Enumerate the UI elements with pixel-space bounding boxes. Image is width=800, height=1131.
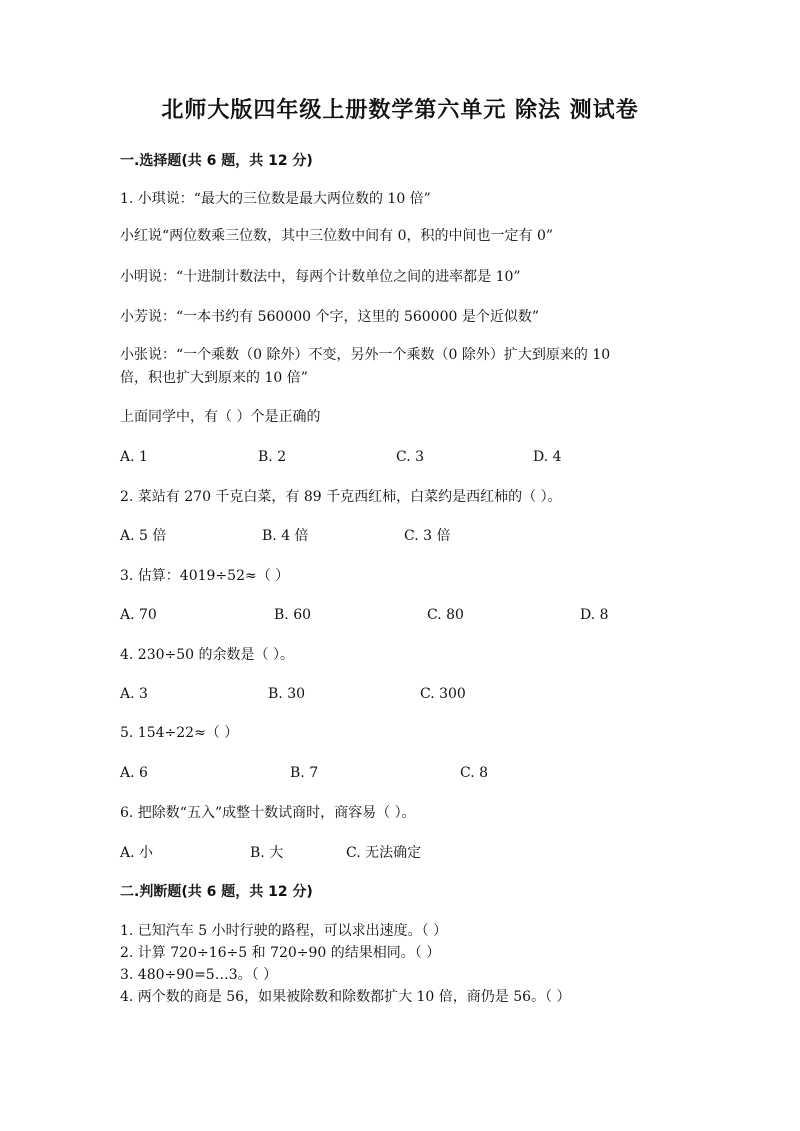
question-5-stem: 5. 154÷22≈（ ） <box>120 725 239 741</box>
question-2-option-c: C. 3 倍 <box>404 528 451 544</box>
question-1-option-d: D. 4 <box>533 449 562 465</box>
section-heading-judge: 二.判断题(共 6 题，共 12 分) <box>120 884 313 900</box>
question-2-option-a: A. 5 倍 <box>120 528 167 544</box>
question-3-option-d: D. 8 <box>580 607 609 623</box>
question-4-option-c: C. 300 <box>420 686 466 702</box>
question-1-statement-4: 小芳说：“一本书约有 560000 个字，这里的 560000 是个近似数” <box>120 309 540 325</box>
question-4-option-b: B. 30 <box>268 686 306 702</box>
question-2-option-b: B. 4 倍 <box>262 528 309 544</box>
question-1-statement-5a: 小张说：“一个乘数（0 除外）不变，另外一个乘数（0 除外）扩大到原来的 10 <box>120 347 611 363</box>
question-1-option-c: C. 3 <box>396 449 425 465</box>
question-5-option-b: B. 7 <box>290 765 319 781</box>
question-1-ask: 上面同学中，有（ ）个是正确的 <box>120 409 321 425</box>
question-3-stem: 3. 估算：4019÷52≈（ ） <box>120 568 290 584</box>
judge-item-3: 3. 480÷90=5…3。（ ） <box>120 967 278 983</box>
question-6-option-a: A. 小 <box>120 845 154 861</box>
judge-item-2: 2. 计算 720÷16÷5 和 720÷90 的结果相同。（ ） <box>120 945 441 961</box>
question-6-stem: 6. 把除数“五入”成整十数试商时，商容易（ ）。 <box>120 805 416 821</box>
question-1-statement-2: 小红说“两位数乘三位数，其中三位数中间有 0，积的中间也一定有 0” <box>120 228 554 244</box>
question-1-option-a: A. 1 <box>120 449 148 465</box>
question-5-option-a: A. 6 <box>120 765 148 781</box>
question-5-option-c: C. 8 <box>460 765 489 781</box>
question-3-option-c: C. 80 <box>427 607 464 623</box>
question-1-statement-5b: 倍，积也扩大到原来的 10 倍” <box>120 370 308 386</box>
question-6-option-b: B. 大 <box>250 845 284 861</box>
judge-item-1: 1. 已知汽车 5 小时行驶的路程，可以求出速度。（ ） <box>120 923 448 939</box>
section-heading-choice: 一.选择题(共 6 题，共 12 分) <box>120 153 313 169</box>
page-title: 北师大版四年级上册数学第六单元 除法 测试卷 <box>161 98 639 123</box>
question-2-stem: 2. 菜站有 270 千克白菜，有 89 千克西红柿，白菜约是西红柿的（ ）。 <box>120 489 562 505</box>
question-1-stem: 1. 小琪说：“最大的三位数是最大两位数的 10 倍” <box>120 191 431 207</box>
question-6-option-c: C. 无法确定 <box>346 845 422 861</box>
question-1-statement-3: 小明说：“十进制计数法中，每两个计数单位之间的进率都是 10” <box>120 269 521 285</box>
question-1-option-b: B. 2 <box>258 449 287 465</box>
judge-item-4: 4. 两个数的商是 56，如果被除数和除数都扩大 10 倍，商仍是 56。（ ） <box>120 989 571 1005</box>
question-3-option-b: B. 60 <box>274 607 312 623</box>
question-4-stem: 4. 230÷50 的余数是（ ）。 <box>120 647 294 663</box>
question-4-option-a: A. 3 <box>120 686 148 702</box>
question-3-option-a: A. 70 <box>120 607 157 623</box>
